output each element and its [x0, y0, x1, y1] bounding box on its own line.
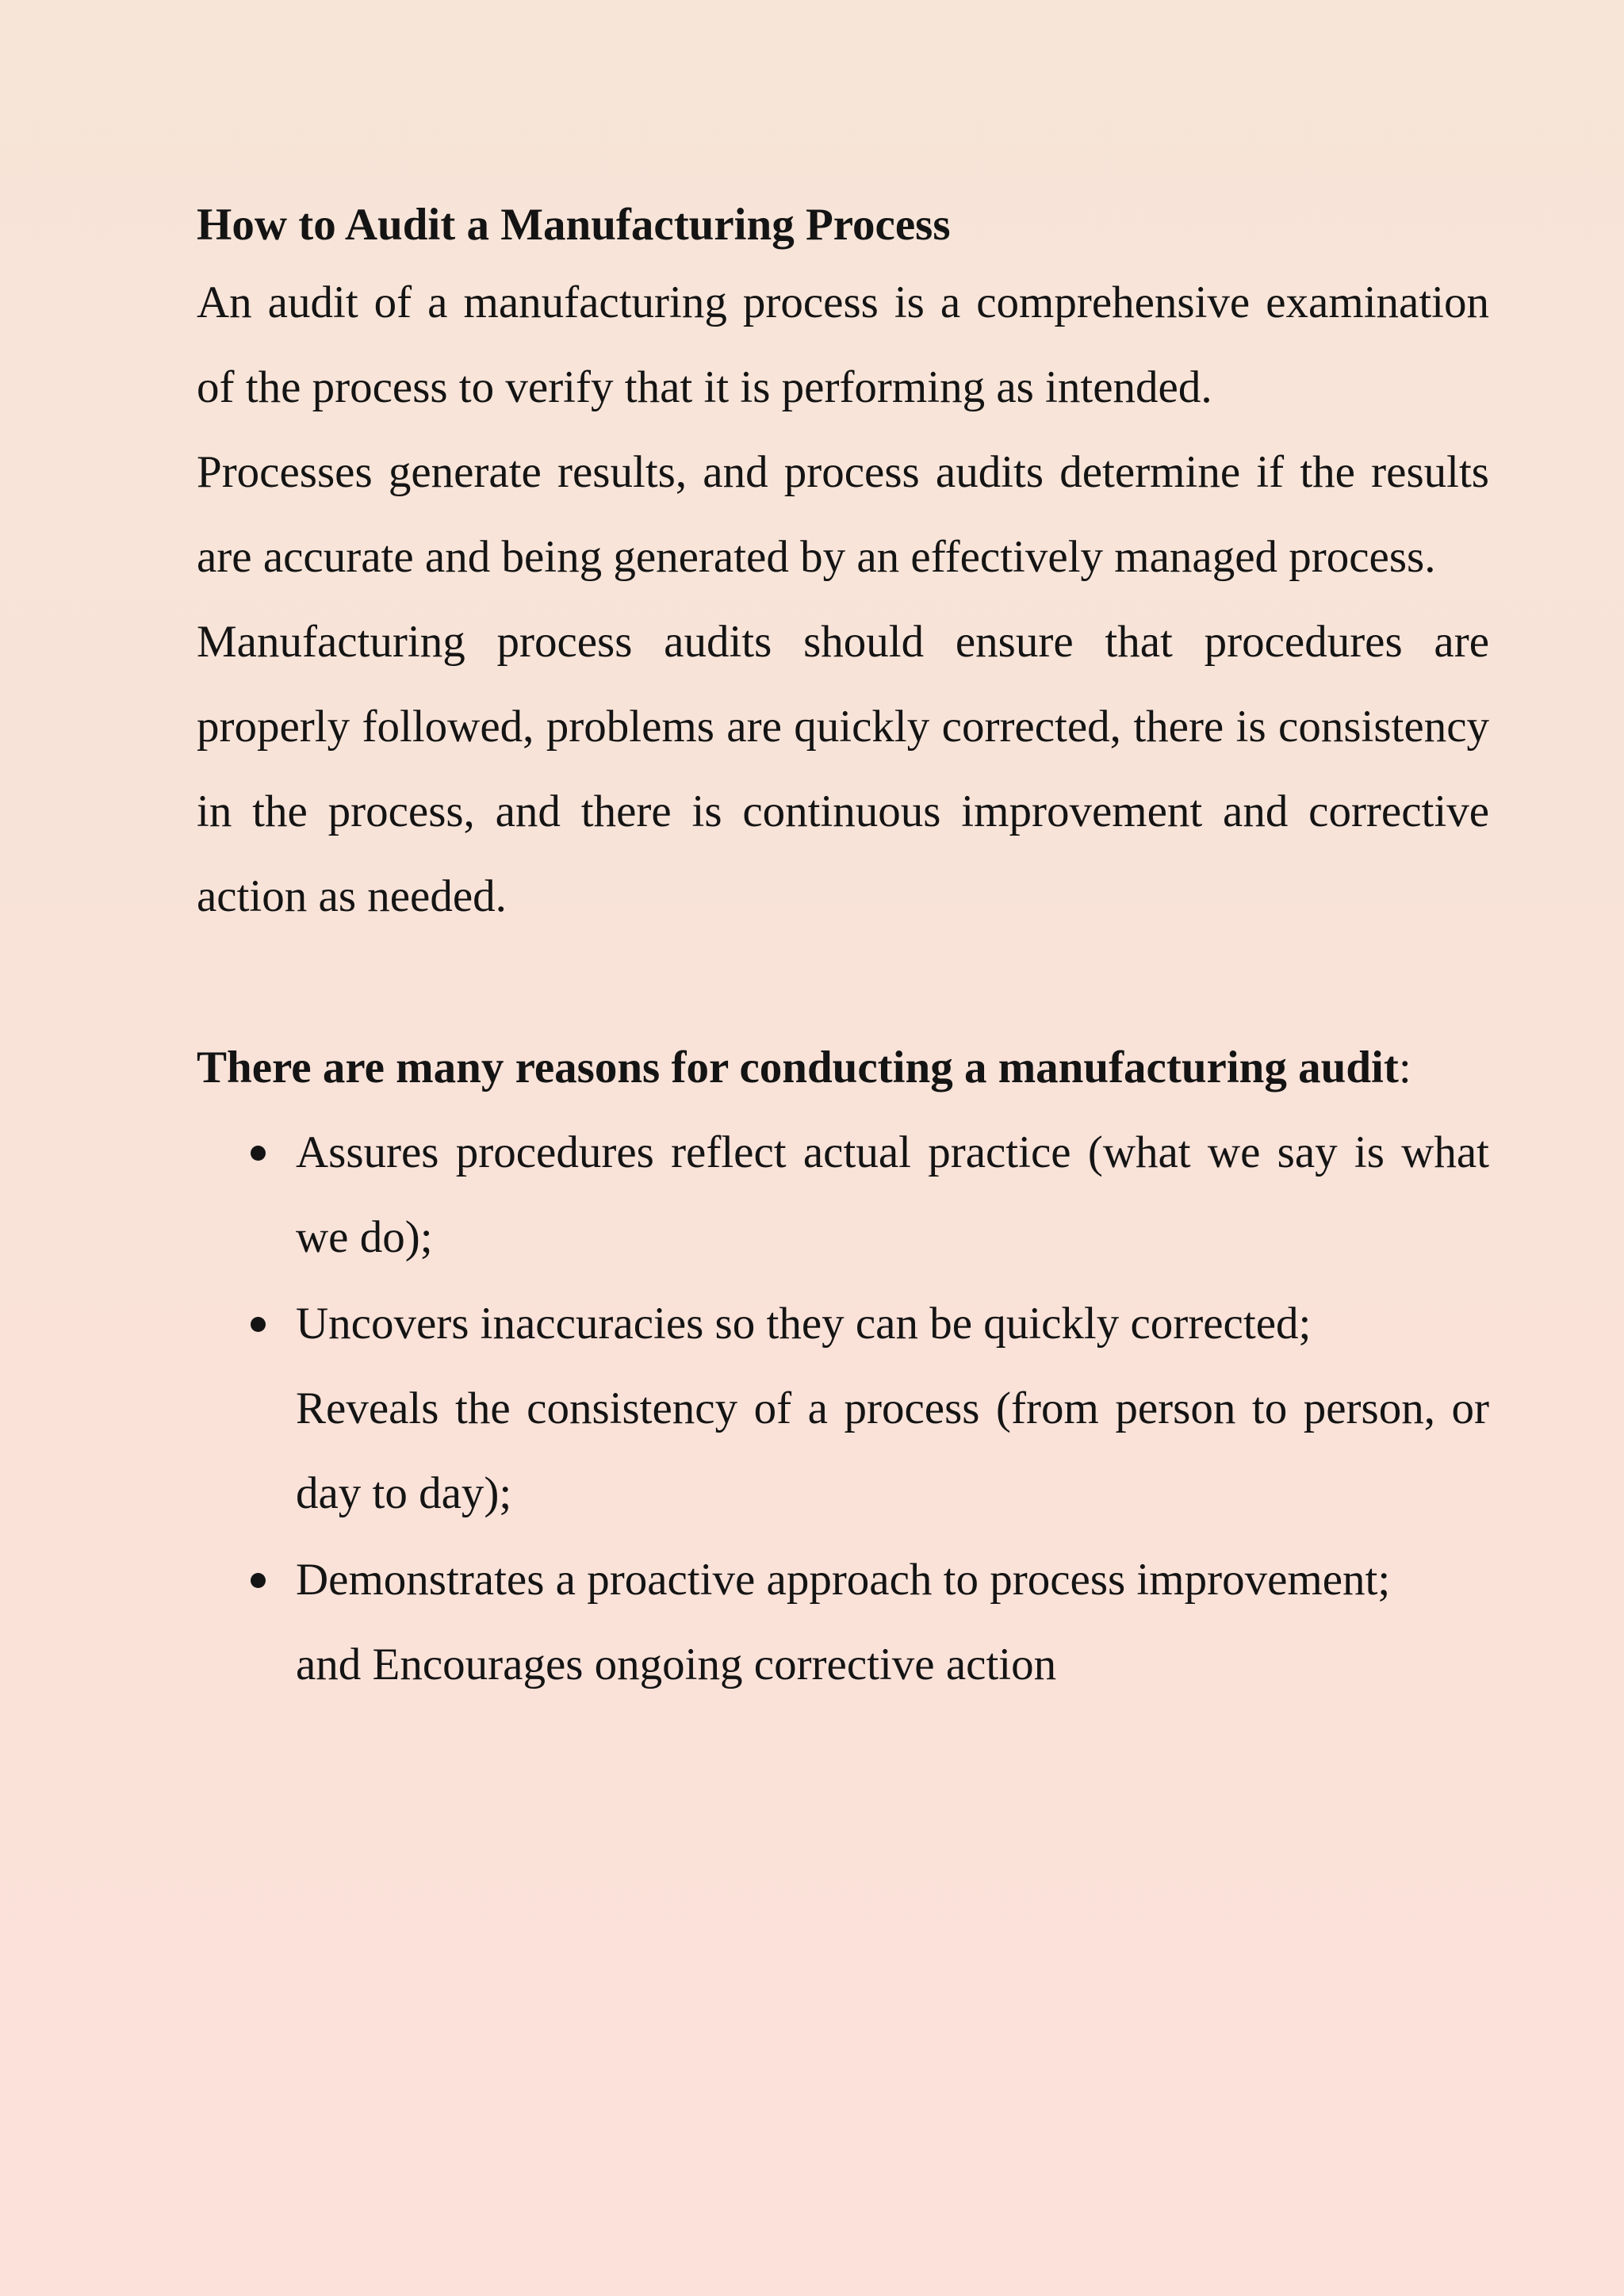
list-item-text: Reveals the consistency of a process (from person to person, or day to day);	[296, 1383, 1489, 1518]
list-item	[197, 1110, 1489, 1280]
paragraph-audit-definition: An audit of a manufacturing process is a comprehensive examination of the process to verify that it is performing as intended.	[197, 277, 1489, 412]
paragraph-process-results: Processes generate results, and process audits determine if the results are accurate and being generated by an effectively managed process.	[197, 447, 1489, 582]
reasons-list	[197, 1110, 1489, 1707]
list-item-text: Assures procedures reflect actual practice (what we say is what we do);	[296, 1127, 1489, 1262]
document-body	[197, 190, 1489, 1709]
list-item-text: Uncovers inaccuracies so they can be quickly corrected;	[296, 1299, 1312, 1349]
reasons-heading	[197, 1025, 1489, 1110]
bullet-icon	[251, 1317, 266, 1332]
reasons-heading-text: There are many reasons for conducting a manufacturing audit	[197, 1043, 1399, 1093]
paragraph-audit-goals: Manufacturing process audits should ensure that procedures are properly followed, problems are quickly corrected, there is consistency in the process, and there is continuous improvement and corrective action as needed.	[197, 617, 1489, 921]
document-title: How to Audit a Manufacturing Process	[197, 200, 951, 250]
list-item-text: Demonstrates a proactive approach to process improvement;	[296, 1555, 1391, 1605]
bullet-icon	[251, 1573, 266, 1588]
list-item	[197, 1537, 1489, 1707]
list-item	[197, 1281, 1489, 1536]
list-item-text: and Encourages ongoing corrective action	[296, 1640, 1057, 1689]
bullet-icon	[251, 1146, 266, 1161]
reasons-heading-colon: :	[1398, 1043, 1411, 1093]
